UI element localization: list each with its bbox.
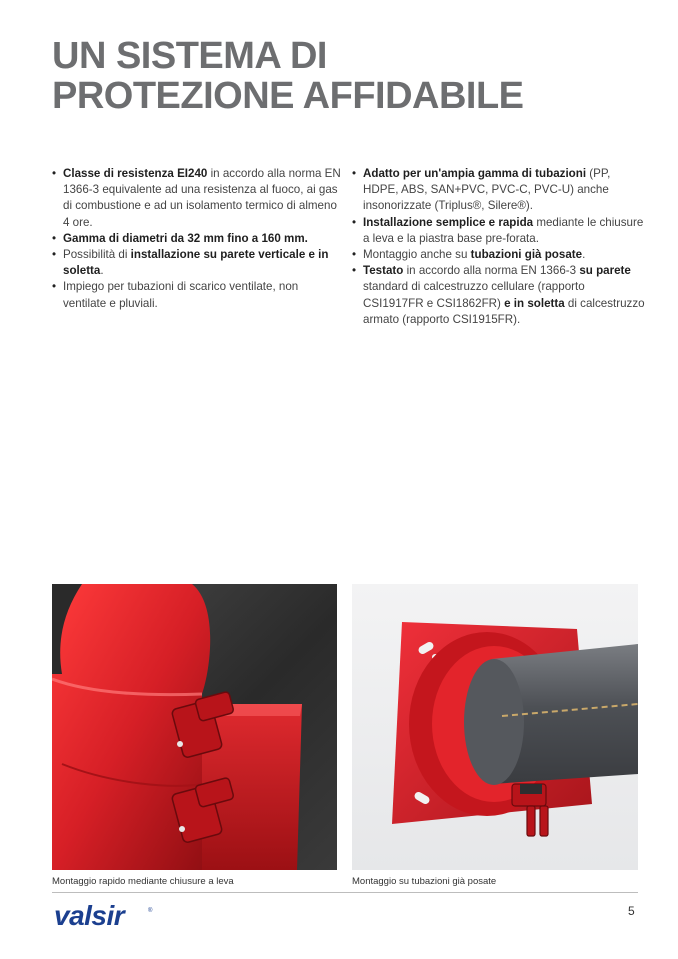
bold-text: tubazioni già posate [470,248,583,262]
page-number: 5 [628,904,635,918]
text: in accordo alla norma EN 1366-3 [403,264,580,278]
bold-text: su parete [579,264,631,278]
page-title [52,36,524,116]
text: Montaggio anche su [363,248,471,262]
caption-right: Montaggio su tubazioni già posate [352,876,497,887]
text: in accordo alla norma EN 1366-3 equivalente ad una resistenza al fuoco, ai gas di combustione e ad un isolamento termico di almeno 4 ore. [63,167,341,229]
text: standard di calcestruzzo cellulare (rapporto CSI1917FR e CSI1862FR) [363,280,585,310]
features-right-list [352,166,648,328]
list-item [52,279,344,311]
text: . [100,264,104,278]
title-line-1: UN SISTEMA DI [52,35,327,77]
svg-text:valsir: valsir [54,900,125,931]
bold-text: Classe di resistenza EI240 [63,167,208,180]
title-line-2: PROTEZIONE AFFIDABILE [52,75,524,117]
photo-installed-pipe [352,584,638,870]
list-item [352,215,648,247]
bold-text: Adatto per un'ampia gamma di tubazioni [363,167,587,180]
text: . [582,248,586,262]
list-item [52,231,344,247]
bold-text: Gamma di diametri da 32 mm fino a 160 mm. [63,231,308,245]
bold-text: Installazione semplice e rapida [363,215,534,229]
collar-lever-illustration [52,584,337,870]
photo-lever-closures [52,584,337,870]
collar-pipe-illustration [352,584,638,870]
bold-text: installazione su parete verticale e in soletta [63,248,329,278]
list-item [352,247,648,263]
text: Possibilità di [63,248,131,262]
text: Impiego per tubazioni di scarico ventilate, non ventilate e pluviali. [63,280,299,310]
bold-text: Testato [363,264,404,278]
svg-text:®: ® [148,908,153,914]
list-item [352,263,648,328]
features-left-list [52,166,344,312]
bold-text: e in soletta [504,296,565,310]
text: (PP, HDPE, ABS, SAN+PVC, PVC-C, PVC-U) anche insonorizzate (Triplus®, Silere®). [363,167,611,213]
valsir-logo [52,898,182,934]
list-item [352,166,648,215]
caption-left: Montaggio rapido mediante chiusure a leva [52,876,234,887]
footer-divider [52,892,638,893]
list-item [52,247,344,279]
text: mediante le chiusure a leva e la piastra base pre-forata. [363,215,644,245]
list-item [52,166,344,231]
text: di calcestruzzo armato (rapporto CSI1915FR). [363,296,645,326]
